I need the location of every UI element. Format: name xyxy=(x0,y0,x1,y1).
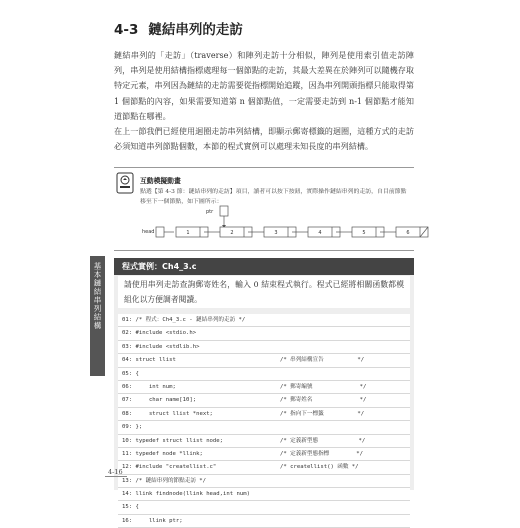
code-text: 07: char name[10]; xyxy=(122,397,197,404)
code-text: 01: /* 程式：Ch4_3.c - 鏈結串列的走訪 */ xyxy=(122,317,246,323)
code-line xyxy=(118,394,410,407)
code-line xyxy=(118,314,410,327)
code-text: 06: int num; xyxy=(122,383,176,390)
list-node xyxy=(176,227,208,237)
ptr-label: ptr xyxy=(206,209,214,215)
node-value: 2 xyxy=(230,230,234,237)
code-line xyxy=(118,354,410,367)
code-text: 05: { xyxy=(122,370,139,377)
animation-icon xyxy=(116,172,134,194)
node-value: 6 xyxy=(406,230,410,237)
body-paragraph-1 xyxy=(114,48,414,124)
code-text: 11: typedef node *llink; xyxy=(122,450,203,457)
list-node xyxy=(220,227,252,237)
code-description: 請使用串列走訪查詢郵寄姓名，輸入 0 結束程式執行。程式已經將相關函數都模組化以方便調者閱讀。 xyxy=(118,276,410,308)
code-text: 10: typedef struct llist node; xyxy=(122,437,224,444)
list-node xyxy=(396,227,428,237)
head-label: head xyxy=(142,229,155,235)
ptr-box xyxy=(220,206,228,216)
list-node xyxy=(308,227,340,237)
node-value: 3 xyxy=(274,230,278,237)
code-text: 15: { xyxy=(122,504,139,511)
list-node xyxy=(352,227,384,237)
node-value: 1 xyxy=(186,230,190,237)
page-number: 4-16 xyxy=(108,468,123,476)
section-heading xyxy=(114,18,243,38)
code-text: 16: llink ptr; xyxy=(122,517,183,524)
chapter-sidebar-tab: 基本鏈結串列結構 xyxy=(90,256,105,376)
demo-title: 互動模擬動畫 xyxy=(140,177,181,185)
code-text: 09: }; xyxy=(122,424,143,431)
code-line xyxy=(118,461,410,474)
code-comment: /* 郵寄編號 */ xyxy=(280,383,367,390)
code-comment: /* 定義新型態 */ xyxy=(280,437,366,444)
list-node xyxy=(264,227,296,237)
head-box xyxy=(156,227,164,237)
code-comment: /* 串列結構宣告 */ xyxy=(280,357,365,364)
code-line xyxy=(118,327,410,340)
code-line xyxy=(118,488,410,501)
code-listing xyxy=(118,314,410,524)
page-number-rule xyxy=(105,476,127,477)
code-example-header: 程式實例：Ch4_3.c xyxy=(114,258,414,275)
code-comment: /* createllist() 函數 */ xyxy=(280,464,359,471)
code-text: 12: #include "createllist.c" xyxy=(122,464,217,471)
code-text: 13: /* 鏈結串列的節點走訪 */ xyxy=(122,477,207,484)
paragraph-text: 在上一節我們已經使用迴圈走訪串列結構，即顯示郵寄標籤的迴圈，這種方式的走訪必須知道串列節點個數，本節的程式實例可以處理未知長度的串列結構。 xyxy=(114,126,414,152)
section-title: 鏈結串列的走訪 xyxy=(148,22,243,38)
code-example-panel xyxy=(114,258,414,524)
code-text: 04: struct llist xyxy=(122,357,176,364)
code-line xyxy=(118,435,410,448)
demo-text: 點選【第 4-3 節：鏈結串列的走訪】項目，讀者可以按下按鈕，實際操作鏈結串列的走訪，自目前節點移至下一個節點，如下圖所示： xyxy=(140,189,407,205)
code-line xyxy=(118,408,410,421)
code-line xyxy=(118,368,410,381)
code-line xyxy=(118,421,410,434)
code-line xyxy=(118,341,410,354)
code-text: 03: #include <stdlib.h> xyxy=(122,343,200,350)
node-value: 5 xyxy=(362,230,366,237)
code-text: 02: #include <stdio.h> xyxy=(122,330,197,337)
code-line xyxy=(118,475,410,488)
code-comment: /* 指向下一標籤 */ xyxy=(280,410,365,417)
linked-list-nodes xyxy=(176,227,428,237)
code-line xyxy=(118,501,410,514)
paragraph-text: 鏈結串列的「走訪」（traverse）和陣列走訪十分相似，陣列是使用索引值走訪陣列，串列是使用結構指標處理每一個節點的走訪，其最大差異在於陣列可以隨機存取特定元素，串列因為鏈結的走訪需要從指標開始追蹤，因為串列開頭指標只能取得第 1 個節點的內容，如果需要知道第 n 個節點值，一定需要走訪到 n-1 個節點才能知道節點在哪裡。 xyxy=(114,50,414,121)
code-line xyxy=(118,448,410,461)
section-number: 4-3 xyxy=(114,22,139,38)
code-text: 14: llink findnode(llink head,int num) xyxy=(122,491,250,498)
body-paragraph-2 xyxy=(114,124,414,154)
code-text: 08: struct llist *next; xyxy=(122,410,213,417)
code-comment: /* 定義新型態指標 */ xyxy=(280,450,363,457)
code-line xyxy=(118,515,410,528)
code-line xyxy=(118,381,410,394)
linked-list-diagram xyxy=(114,205,414,249)
code-comment: /* 郵寄姓名 */ xyxy=(280,397,367,404)
node-value: 4 xyxy=(318,230,322,237)
